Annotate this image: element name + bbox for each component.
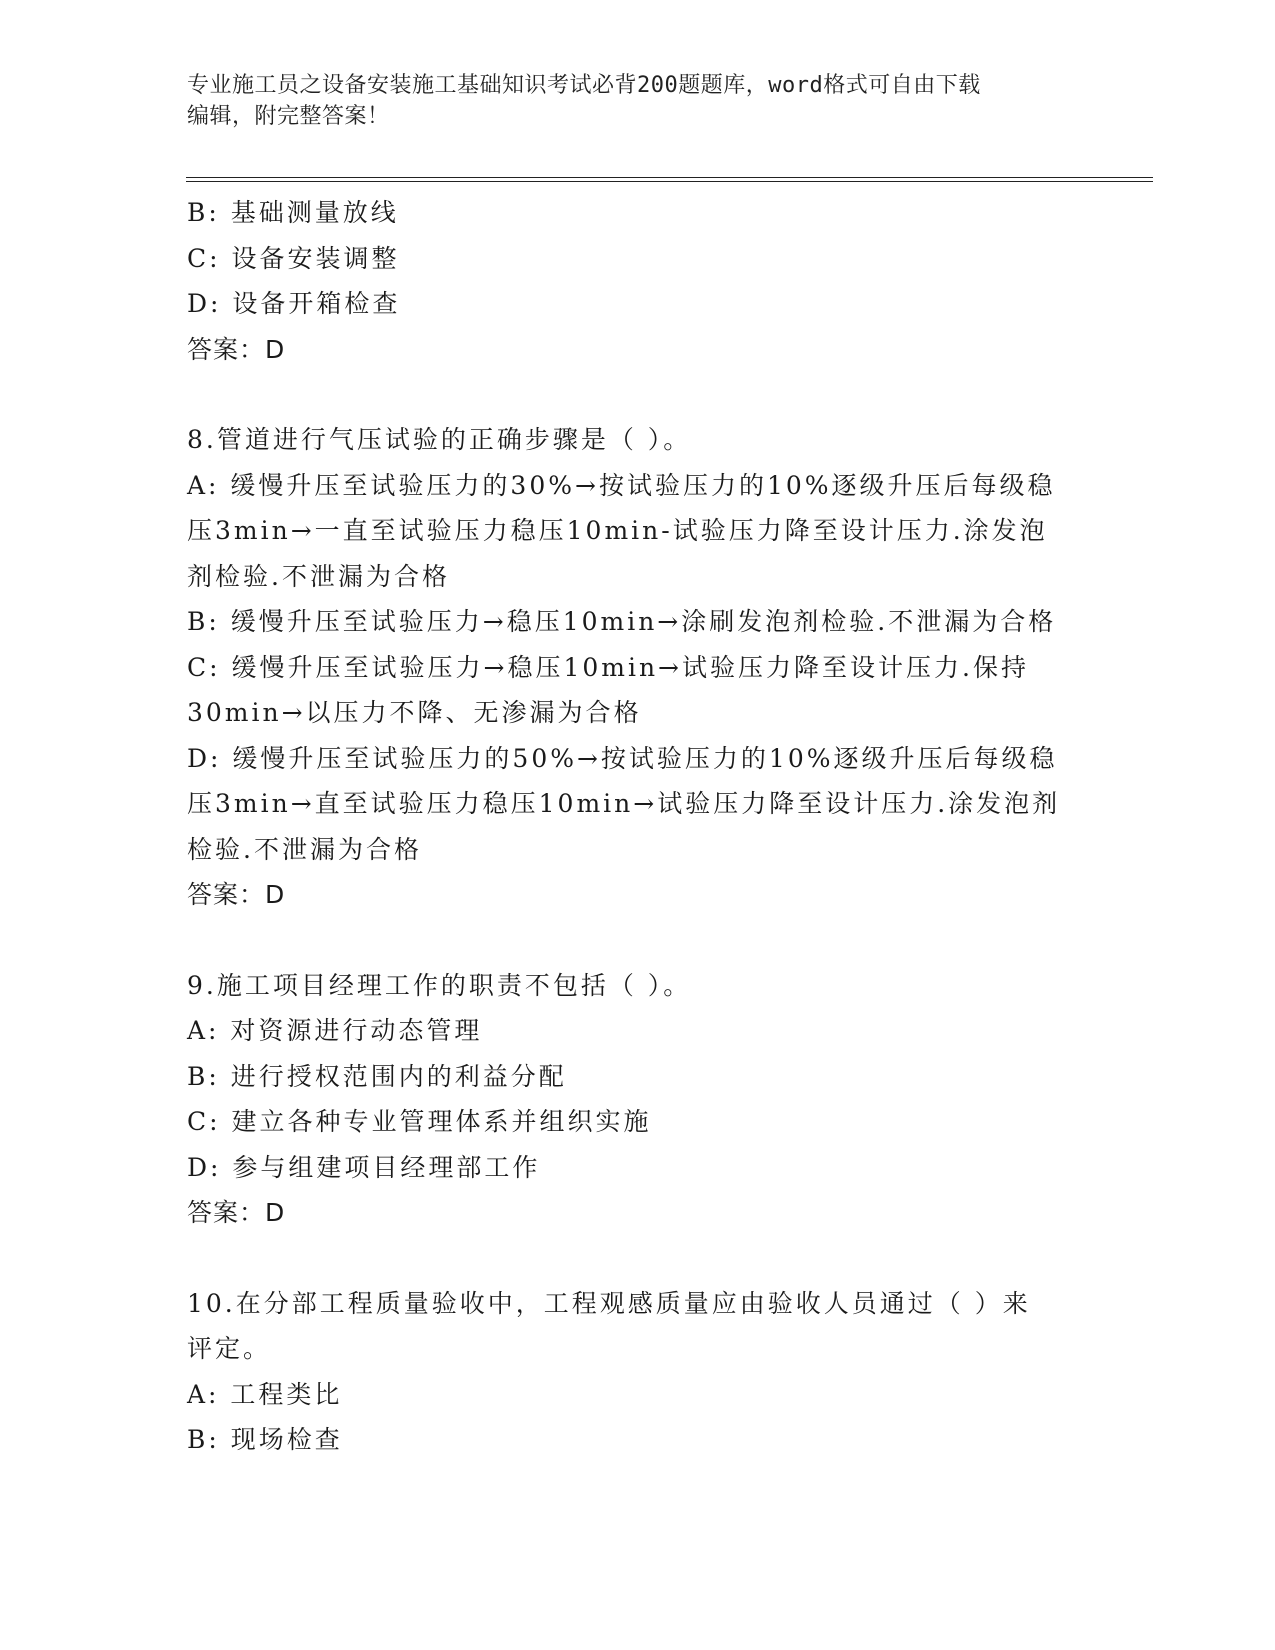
option-b: B: 进行授权范围内的利益分配 [187,1061,567,1091]
question-stem-line-2: 评定。 [187,1334,272,1363]
header-line-1: 专业施工员之设备安装施工基础知识考试必背200题题库，word格式可自由下载 [187,73,981,98]
option-c: C: 设备安装调整 [187,243,400,273]
option-c: C: 建立各种专业管理体系并组织实施 [187,1107,652,1136]
option-a-line-1: A: 缓慢升压至试验压力的30%→按试验压力的10%逐级升压后每级稳 [187,470,1056,500]
question-10 [187,1281,1087,1463]
spacer [187,372,1087,417]
spacer [187,1236,1087,1281]
option-d-line-2: 压3min→直至试验压力稳压10min→试验压力降至设计压力.涂发泡剂 [187,789,1061,818]
option-a-line-3: 剂检验.不泄漏为合格 [187,561,450,591]
page-header [187,70,1107,132]
question-9 [187,963,1087,1236]
option-b: B: 缓慢升压至试验压力→稳压10min→涂刷发泡剂检验.不泄漏为合格 [187,607,1057,636]
question-7-continued [187,190,1087,372]
header-rule-top [186,177,1153,178]
option-d: D: 设备开箱检查 [187,289,401,318]
option-d-line-3: 检验.不泄漏为合格 [187,834,422,864]
option-d-line-1: D: 缓慢升压至试验压力的50%→按试验压力的10%逐级升压后每级稳 [187,743,1058,773]
option-c-line-1: C: 缓慢升压至试验压力→稳压10min→试验压力降至设计压力.保持 [187,652,1029,682]
question-body [187,190,1087,1463]
answer: 答案：D [187,334,286,364]
option-b: B: 现场检查 [187,1425,343,1454]
option-c-line-2: 30min→以压力不降、无渗漏为合格 [187,698,642,727]
option-a: A: 工程类比 [187,1379,343,1409]
question-stem: 8.管道进行气压试验的正确步骤是（ ）。 [187,425,692,454]
answer: 答案：D [187,880,286,909]
header-rule-bottom [186,181,1153,182]
question-stem: 9.施工项目经理工作的职责不包括（ ）。 [187,970,692,1000]
spacer [187,918,1087,963]
option-b: B: 基础测量放线 [187,198,399,227]
question-8 [187,417,1087,918]
option-a-line-2: 压3min→一直至试验压力稳压10min-试验压力降至设计压力.涂发泡 [187,516,1048,545]
header-line-2: 编辑，附完整答案！ [187,104,390,129]
question-stem-line-1: 10.在分部工程质量验收中，工程观感质量应由验收人员通过（ ）来 [187,1288,1031,1318]
option-a: A: 对资源进行动态管理 [187,1016,483,1045]
answer: 答案：D [187,1198,286,1227]
option-d: D: 参与组建项目经理部工作 [187,1152,541,1182]
